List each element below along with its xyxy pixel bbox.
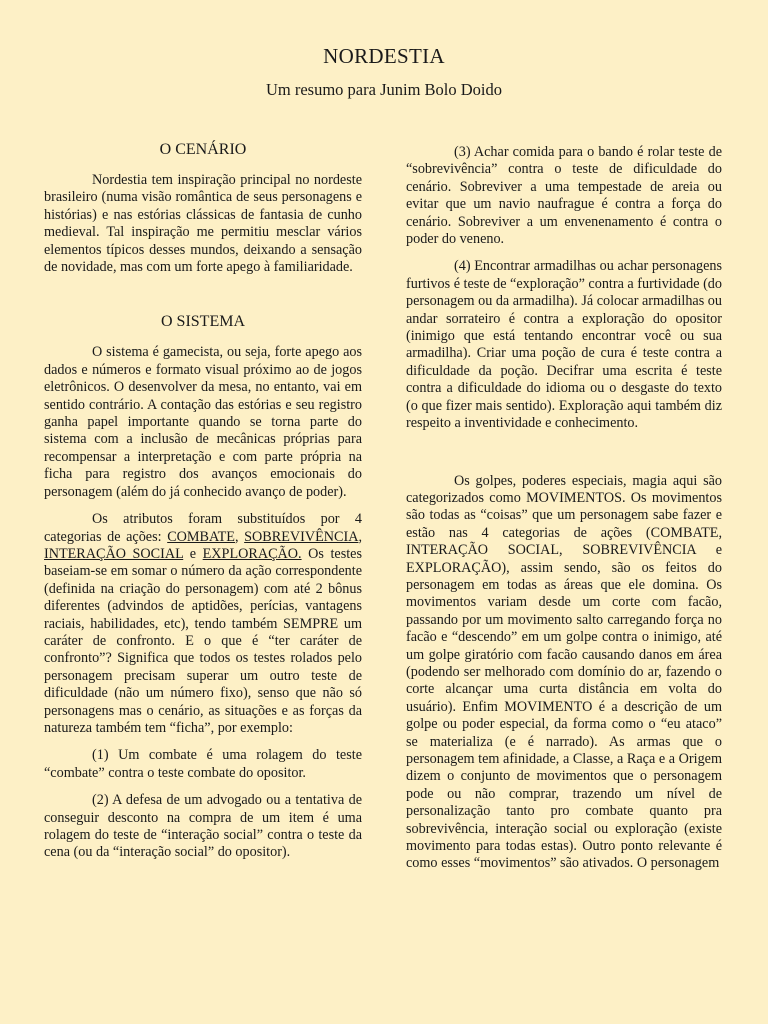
- paragraph-sistema-intro: O sistema é gamecista, ou seja, forte apego aos dados e números e formato visual próximo ao de jogos eletrônicos. O desenvolver da mesa, no entanto, vai em sentido contrário. A contação das estórias e seu registro ganha papel importante quando se torna parte do sistema com a inclusão de mecânicas próprias para recompensar a interpretação e com parte própria na ficha para registro dos avanços emocionais do personagem (além do já conhecido avanço de poder).: [44, 344, 362, 500]
- category-interacao-social: INTERAÇÃO SOCIAL: [44, 545, 184, 562]
- paragraph-movimentos: Os golpes, poderes especiais, magia aqui são categorizados como MOVIMENTOS. Os movimentos são todas as “coisas” que um personagem sabe fazer e estão nas 4 categorias de ações (COMBATE, INTERAÇÃO SOCIAL, SOBREVIVÊNCIA e EXPLORAÇÃO), assim sendo, são os feitos do personagem em todas as áreas que ele domina. Os movimentos variam desde um corte com facão, passando por um movimento salto carregando força no facão e “descendo” em um golpe contra o inimigo, até um golpe giratório com facão causando danos em área (podendo ser melhorado com domínio do ar, fazendo o corte alcançar uma curta distância em volta do usuário). Enfim MOVIMENTO é a descrição de um golpe ou poder especial, da forma como o “eu ataco” se materializa (e é narrado). As armas que o personagem tem afinidade, a Classe, a Raça e a Origem dizem o conjunto de movimentos que o personagem pode ou não comprar, trazendo um nível de personalização tanto pro combate quanto pra sobrevivência, interação social ou exploração (existe movimento para todas estas). Outro ponto relevante é como esses “movimentos” são ativados. O personagem: [406, 472, 722, 872]
- document-title: NORDESTIA: [323, 44, 445, 68]
- atributos-text-after: Os testes baseiam-se em somar o número da ação correspondente (definida na criação do personagem) com até 2 bônus diferentes (advindos de aptidões, perícias, vantagens raciais, habilidades, etc), tendo também SEMPRE um caráter de confronto. E o que é “ter caráter de confronto”? Significa que todos os testes rolados pelo personagem precisam superar um outro teste de dificuldade (não um número fixo), senso que não só personagens mas o cenário, as situações e as forças da natureza também tem “ficha”, por exemplo:: [44, 545, 362, 736]
- example-1: (1) Um combate é uma rolagem do teste “combate” contra o teste combate do opositor.: [44, 747, 362, 781]
- example-4: (4) Encontrar armadilhas ou achar personagens furtivos é teste de “exploração” contra a furtividade (do personagem ou da armadilha). Já colocar armadilhas ou andar sorrateiro é contra a exploração do opositor (inimigo que está tentando encontrar você ou sua armadilha). Criar uma poção de cura é teste contra a dificuldade da poção. Decifrar uma escrita é teste contra a dificuldade do idioma ou o desgaste do texto (o que fizer mais sentido). Exploração aqui também diz respeito a inventividade e conhecimento.: [406, 258, 722, 432]
- category-combate: COMBATE: [167, 528, 235, 545]
- paragraph-atributos: Os atributos foram substituídos por 4 categorias de ações: COMBATE, SOBREVIVÊNCIA, INTERAÇÃO SOCIAL e EXPLORAÇÃO. Os testes baseiam-se em somar o número da ação correspondente (definida na criação do personagem) com até 2 bônus diferentes (advindos de aptidões, perícias, vantagens raciais, habilidades, etc), tendo também SEMPRE um caráter de confronto. E o que é “ter caráter de confronto”? Significa que todos os testes rolados pelo personagem precisam superar um outro teste de dificuldade (não um número fixo), senso que não só personagens mas o cenário, as situações e as forças da natureza também tem “ficha”, por exemplo:: [44, 511, 362, 736]
- paragraph-cenario: Nordestia tem inspiração principal no nordeste brasileiro (numa visão romântica de seus personagens e histórias) e nas estórias clássicas de fantasia de cunho medieval. Tal inspiração me permitiu mesclar vários elementos típicos desses mundos, deixando a sensação de novidade, mas com um forte apego à familiaridade.: [44, 172, 362, 276]
- section-heading-cenario: O CENÁRIO: [159, 141, 247, 158]
- example-2: (2) A defesa de um advogado ou a tentativa de conseguir desconto na compra de um item é uma rolagem do teste de “interação social” contra o teste da cena (ou da “interação social” do opositor).: [44, 792, 362, 861]
- section-heading-sistema: O SISTEMA: [160, 313, 245, 331]
- left-column: [44, 140, 362, 872]
- category-exploracao: EXPLORAÇÃO.: [202, 545, 302, 562]
- example-3: (3) Achar comida para o bando é rolar teste de “sobrevivência” contra o teste de dificuldade do cenário. Sobreviver a uma tempestade de areia ou evitar que um navio naufrague é contra a força do cenário. Sobreviver a um envenenamento é contra o poder do veneno.: [406, 144, 722, 248]
- document-subtitle: Um resumo para Junim Bolo Doido: [265, 80, 503, 99]
- right-column: [406, 144, 722, 883]
- category-sobrevivencia: SOBREVIVÊNCIA: [244, 528, 359, 545]
- atributos-text-before: Os atributos foram substituídos por 4 categorias de ações:: [44, 511, 362, 545]
